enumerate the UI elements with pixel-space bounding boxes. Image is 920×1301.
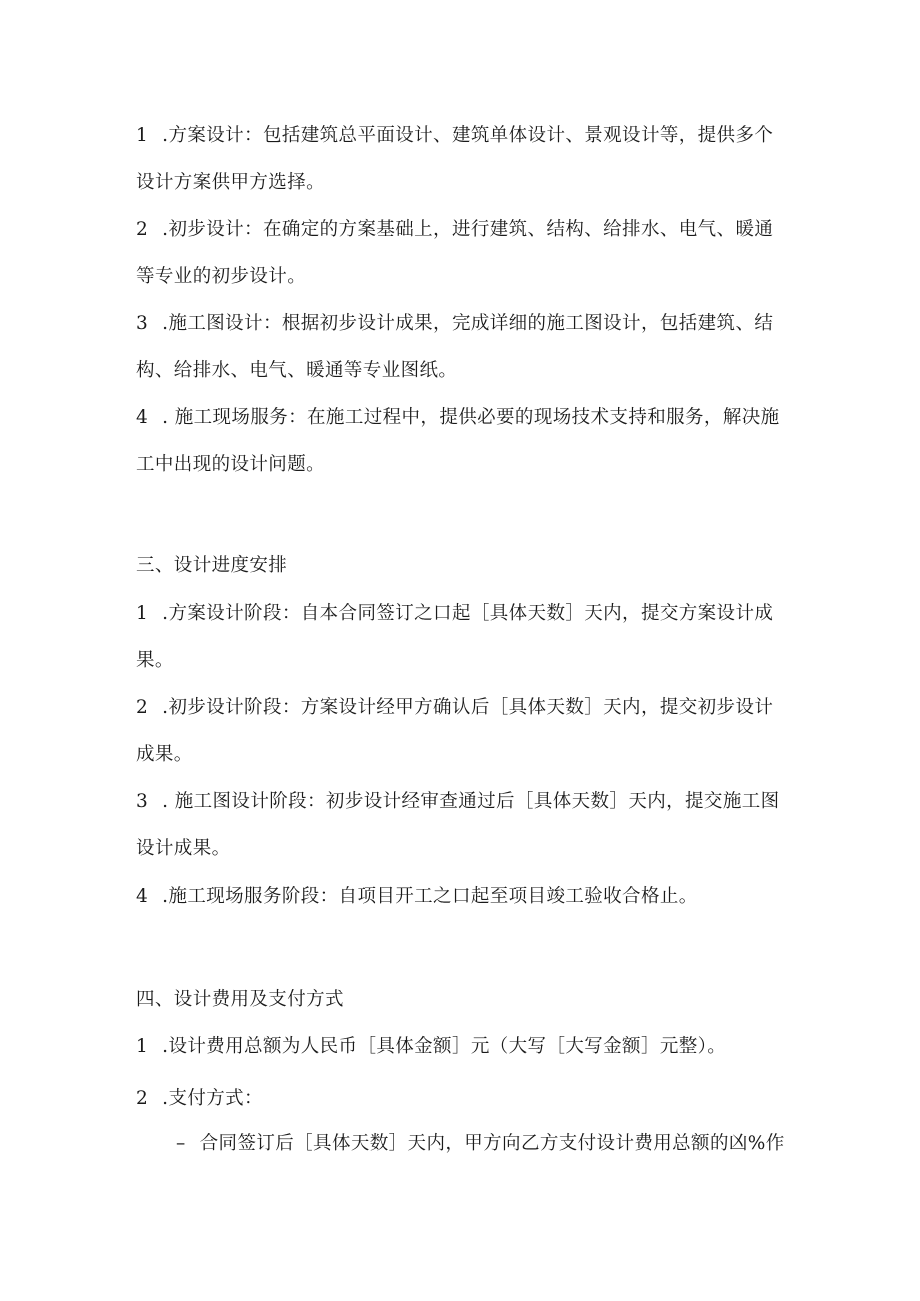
item-number: 1 [136,603,149,624]
bullet-text: 合同签订后［具体天数］天内，甲方向乙方支付设计费用总额的凶%作 [199,1133,785,1154]
list-item [136,1023,786,1070]
list-item [136,590,786,684]
bullet-item [176,1120,796,1167]
item-text: .施工现场服务阶段：自项目开工之口起至项目竣工验收合格止。 [162,886,698,907]
section-heading: 四、设计费用及支付方式 [136,989,344,1010]
item-text: .初步设计：在确定的方案基础上，进行建筑、结构、给排水、电气、暖通等专业的初步设计。 [136,219,774,287]
item-number: 4 [136,407,149,428]
item-number: 3 [136,313,149,334]
list-item [136,684,786,778]
item-text: .方案设计：包括建筑总平面设计、建筑单体设计、景观设计等，提供多个设计方案供甲方选择。 [136,125,774,193]
item-text: . 施工图设计阶段：初步设计经审查通过后［具体天数］天内，提交施工图设计成果。 [136,791,780,859]
item-number: 1 [136,1036,149,1057]
list-item [136,873,786,920]
item-number: 2 [136,219,149,240]
list-item [136,394,786,488]
item-text: .初步设计阶段：方案设计经甲方确认后［具体天数］天内，提交初步设计成果。 [136,697,774,765]
item-text: . 施工现场服务：在施工过程中，提供必要的现场技术支持和服务，解决施工中出现的设计问题。 [136,407,780,475]
item-text: .设计费用总额为人民币［具体金额］元（大写［大写金额］元整）。 [162,1036,727,1057]
item-number: 1 [136,125,149,146]
list-item [136,300,786,394]
item-number: 3 [136,791,149,812]
item-number: 4 [136,886,149,907]
item-number: 2 [136,697,149,718]
item-text: .方案设计阶段：自本合同签订之口起［具体天数］天内，提交方案设计成果。 [136,603,774,671]
dash-marker: – [176,1133,186,1154]
item-text: .支付方式： [162,1088,263,1109]
list-item [136,1075,786,1122]
list-item [136,778,786,872]
item-number: 2 [136,1088,149,1109]
item-text: .施工图设计：根据初步设计成果，完成详细的施工图设计，包括建筑、结构、给排水、电气、暖通等专业图纸。 [136,313,774,381]
section-heading: 三、设计进度安排 [136,555,288,576]
list-item [136,206,786,300]
list-item [136,112,786,206]
